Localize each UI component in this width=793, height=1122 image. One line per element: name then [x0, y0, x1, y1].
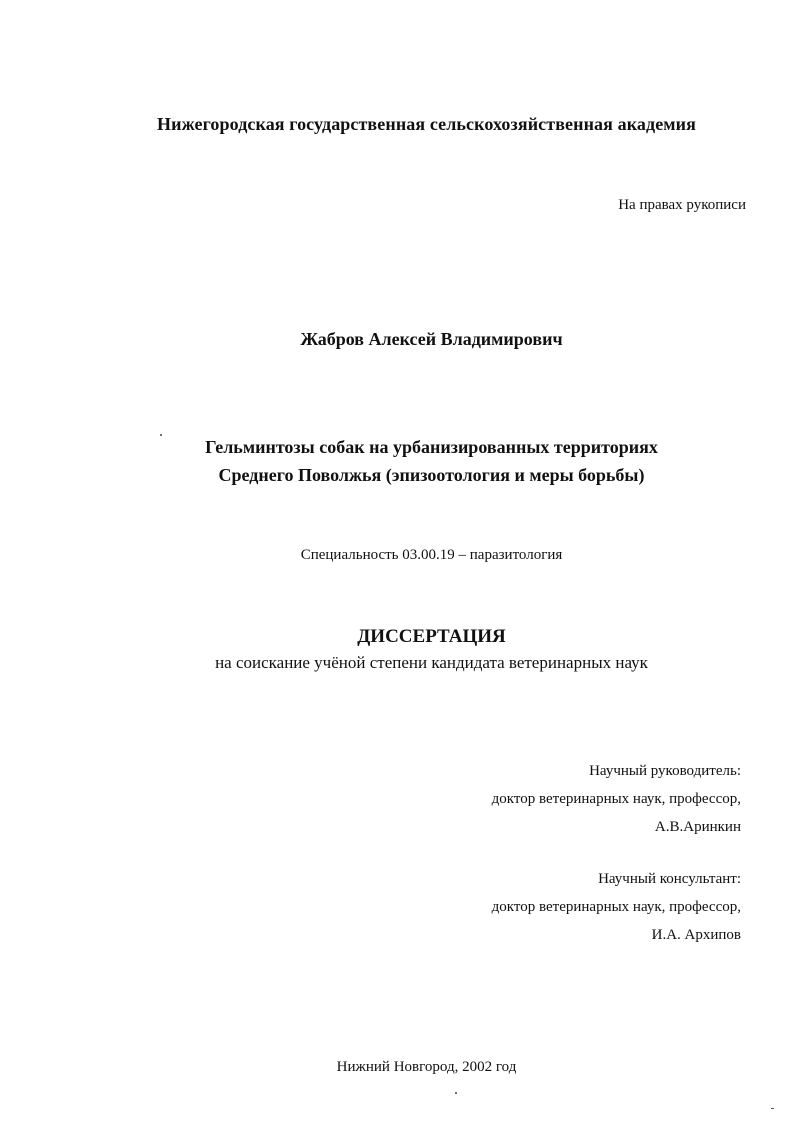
city-year-footer: Нижний Новгород, 2002 год [336, 1059, 517, 1075]
consultant-role: Научный консультант: [598, 871, 741, 887]
specialty-line: Специальность 03.00.19 – паразитология [300, 547, 563, 563]
consultant-name: И.А. Архипов [651, 927, 741, 943]
advisor-role: Научный руководитель: [589, 763, 741, 779]
degree-line: на соискание учёной степени кандидата ветеринарных наук [215, 653, 648, 672]
consultant-degree: доктор ветеринарных наук, профессор, [491, 899, 741, 915]
dissertation-title-line-1: Гельминтозы собак на урбанизированных территориях [205, 437, 658, 457]
scan-speck [160, 434, 162, 436]
author-name: Жабров Алексей Владимирович [300, 329, 563, 349]
manuscript-note: На правах рукописи [618, 197, 746, 213]
institution-name: Нижегородская государственная сельскохозяйственная академия [157, 114, 696, 134]
scan-speck [455, 1092, 457, 1094]
advisor-degree: доктор ветеринарных наук, профессор, [491, 791, 741, 807]
scan-speck [771, 1108, 774, 1109]
advisor-name: А.В.Аринкин [654, 819, 741, 835]
document-type-heading: ДИССЕРТАЦИЯ [357, 626, 506, 647]
dissertation-title-line-2: Среднего Поволжья (эпизоотология и меры борьбы) [218, 465, 645, 485]
